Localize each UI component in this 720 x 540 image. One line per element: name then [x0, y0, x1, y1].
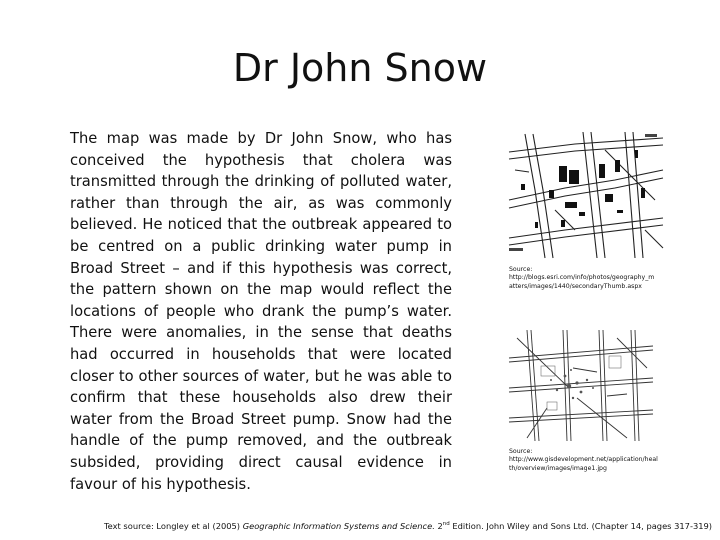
source-label: Source:: [509, 266, 533, 273]
footnote-suffix: Edition. John Wiley and Sons Ltd. (Chapter 14, pages 317-319): [449, 520, 713, 531]
cholera-map-detail-image: [505, 130, 667, 260]
cholera-map-overview-image: [507, 328, 655, 443]
footnote-prefix: Text source: Longley et al (2005): [104, 520, 243, 531]
image-source-2: [509, 448, 659, 473]
body-text: The map was made by Dr John Snow, who has conceived the hypothesis that cholera was transmitted through the drinking of polluted water, rather than through the air, as was commonly believed. He noticed that the outbreak appeared to be centred on a public drinking water pump in Broad Street – and if this hypothesis was correct, the pattern shown on the map would reflect the locations of people who drank the pump’s water. There were anomalies, in the sense that deaths had occurred in households that were located closer to other sources of water, but he was able to confirm that these households also drew their water from the Broad Street pump. Snow had the handle of the pump removed, and the outbreak subsided, providing direct causal evidence in favour of his hypothesis.: [70, 130, 452, 493]
text-source-footnote: [104, 519, 713, 532]
footnote-book-title: Geographic Information Systems and Science.: [242, 520, 435, 531]
footnote-edition-number: 2: [434, 520, 443, 531]
cholera-map-detail-icon: [505, 130, 667, 260]
source-label: Source:: [509, 448, 533, 455]
source-url: http://blogs.esri.com/info/photos/geography_matters/images/1440/secondaryThumb.aspx: [509, 274, 655, 290]
image-source-1: [509, 266, 657, 291]
source-url: http://www.gisdevelopment.net/application/health/overview/images/image1.jpg: [509, 456, 658, 472]
slide-title: Dr John Snow: [232, 46, 488, 90]
footnote-edition-superscript: nd: [442, 521, 450, 527]
cholera-map-overview-icon: [507, 328, 655, 443]
